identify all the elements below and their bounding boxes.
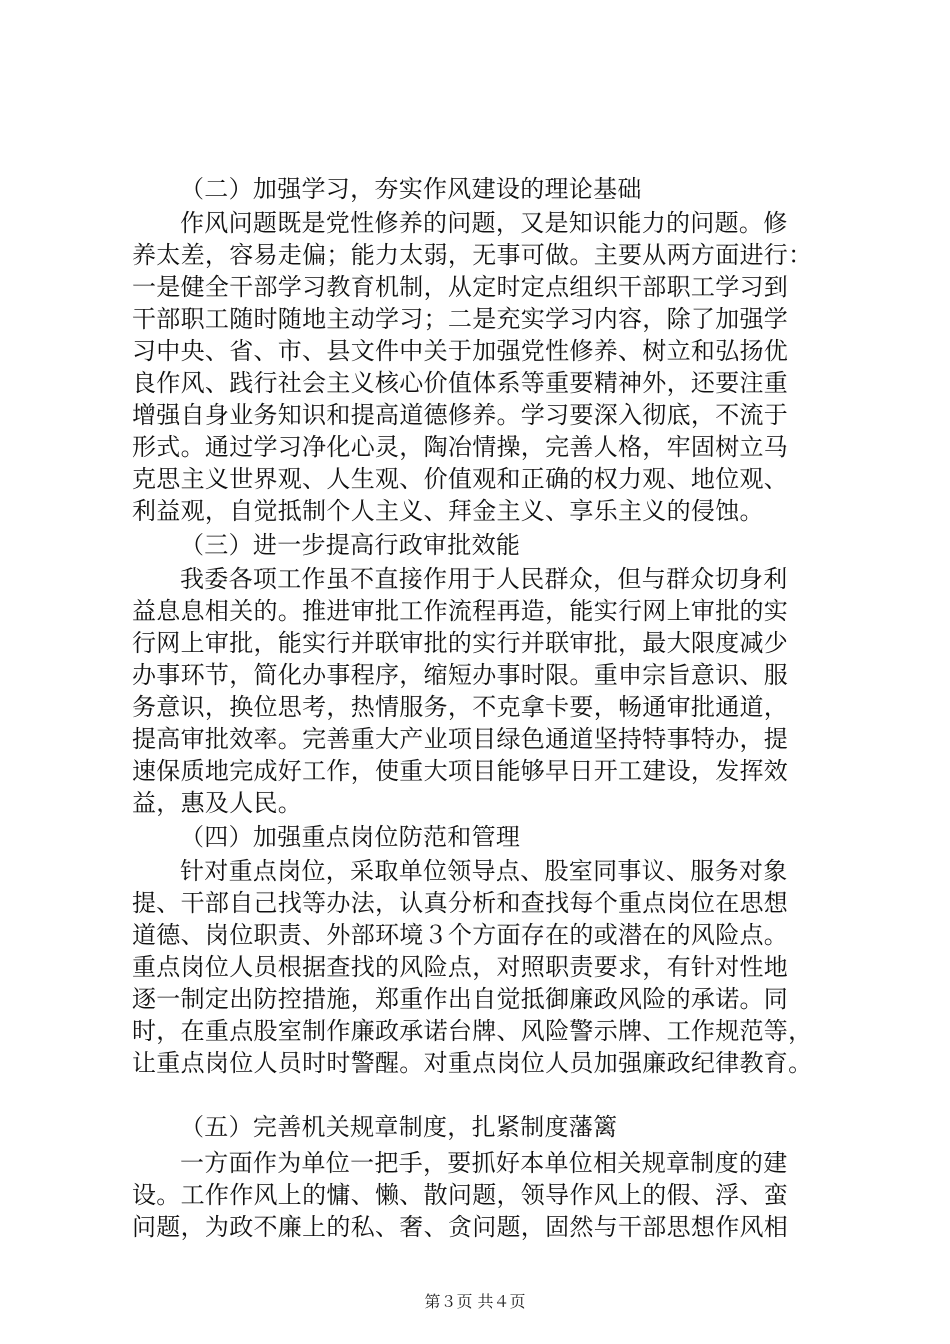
- paragraph-line: 我委各项工作虽不直接作用于人民群众，但与群众切身利: [180, 565, 788, 593]
- paragraph-line: 一方面作为单位一把手，要抓好本单位相关规章制度的建: [180, 1149, 788, 1177]
- section-heading: （四）加强重点岗位防范和管理: [180, 823, 521, 851]
- paragraph-line: 作风问题既是党性修养的问题，又是知识能力的问题。修: [180, 209, 788, 237]
- paragraph-line: 形式。通过学习净化心灵，陶冶情操，完善人格，牢固树立马: [132, 433, 789, 461]
- paragraph-line: 针对重点岗位，采取单位领导点、股室同事议、服务对象: [180, 857, 788, 885]
- paragraph-line: 利益观，自觉抵制个人主义、拜金主义、享乐主义的侵蚀。: [132, 497, 764, 525]
- paragraph-line: 时，在重点股室制作廉政承诺台牌、风险警示牌、工作规范等，: [132, 1017, 813, 1045]
- paragraph-line: 行网上审批，能实行并联审批的实行并联审批，最大限度减少: [132, 629, 789, 657]
- paragraph-line: 一是健全干部学习教育机制，从定时定点组织干部职工学习到: [132, 273, 789, 301]
- paragraph-line: 问题，为政不廉上的私、奢、贪问题，固然与干部思想作风相: [132, 1213, 789, 1241]
- paragraph-line: 让重点岗位人员时时警醒。对重点岗位人员加强廉政纪律教育。: [132, 1049, 813, 1077]
- paragraph-line: 干部职工随时随地主动学习；二是充实学习内容，除了加强学: [132, 305, 789, 333]
- paragraph-line: 提高审批效率。完善重大产业项目绿色通道坚持特事特办，提: [132, 725, 789, 753]
- paragraph-line: 习中央、省、市、县文件中关于加强党性修养、树立和弘扬优: [132, 337, 789, 365]
- paragraph-line: 办事环节，简化办事程序，缩短办事时限。重申宗旨意识、服: [132, 661, 789, 689]
- paragraph-line: 重点岗位人员根据查找的风险点，对照职责要求，有针对性地: [132, 953, 789, 981]
- paragraph-line: 逐一制定出防控措施，郑重作出自觉抵御廉政风险的承诺。同: [132, 985, 789, 1013]
- paragraph-line: 设。工作作风上的慵、懒、散问题，领导作风上的假、浮、蛮: [132, 1181, 789, 1209]
- paragraph-line: 速保质地完成好工作，使重大项目能够早日开工建设，发挥效: [132, 757, 789, 785]
- paragraph-line: 克思主义世界观、人生观、价值观和正确的权力观、地位观、: [132, 465, 789, 493]
- paragraph-line: 道德、岗位职责、外部环境３个方面存在的或潜在的风险点。: [132, 921, 789, 949]
- paragraph-line: 益息息相关的。推进审批工作流程再造，能实行网上审批的实: [132, 597, 789, 625]
- paragraph-line: 提、干部自己找等办法，认真分析和查找每个重点岗位在思想: [132, 889, 789, 917]
- paragraph-line: 益，惠及人民。: [132, 789, 303, 817]
- section-heading: （三）进一步提高行政审批效能: [180, 531, 521, 559]
- paragraph-line: 务意识，换位思考，热情服务，不克拿卡要，畅通审批通道，: [132, 693, 789, 721]
- section-heading: （二）加强学习，夯实作风建设的理论基础: [180, 175, 642, 203]
- page-number-footer: 第３页 共４页: [424, 1292, 526, 1311]
- section-heading: （五）完善机关规章制度，扎紧制度藩篱: [180, 1113, 618, 1141]
- paragraph-line: 良作风、践行社会主义核心价值体系等重要精神外，还要注重: [132, 369, 789, 397]
- paragraph-line: 养太差，容易走偏；能力太弱，无事可做。主要从两方面进行：: [132, 241, 813, 269]
- paragraph-line: 增强自身业务知识和提高道德修养。学习要深入彻底，不流于: [132, 401, 789, 429]
